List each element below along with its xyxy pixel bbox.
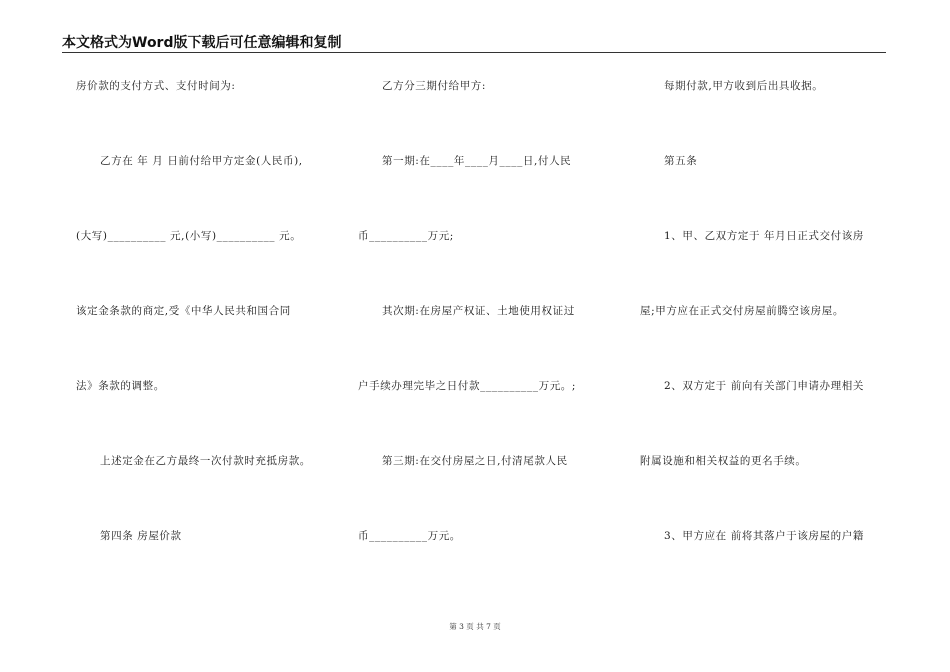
- body-line: 每期付款,甲方收到后出具收据。: [664, 80, 824, 92]
- body-line: 附属设施和相关权益的更名手续。: [640, 455, 807, 467]
- body-line: 币__________万元。: [358, 530, 461, 542]
- body-line: 第五条: [664, 155, 698, 167]
- body-line: 第三期:在交付房屋之日,付清尾款人民: [382, 455, 568, 467]
- body-line: 房价款的支付方式、支付时间为:: [76, 80, 236, 92]
- body-line: 屋;甲方应在正式交付房屋前腾空该房屋。: [640, 305, 844, 317]
- body-line: 2、双方定于 前向有关部门申请办理相关: [664, 380, 864, 392]
- header-title: 本文格式为Word版下载后可任意编辑和复制: [62, 35, 342, 51]
- body-line: 第四条 房屋价款: [100, 530, 182, 542]
- body-line: 法》条款的调整。: [76, 380, 165, 392]
- page-number: 第 3 页 共 7 页: [449, 622, 501, 631]
- body-line: 户手续办理完毕之日付款__________万元。;: [358, 380, 577, 392]
- header-divider: [62, 52, 886, 53]
- body-line: 币__________万元;: [358, 230, 454, 242]
- body-line: (大写)__________ 元,(小写)__________ 元。: [76, 230, 302, 242]
- body-line: 乙方在 年 月 日前付给甲方定金(人民币),: [100, 155, 303, 167]
- body-line: 第一期:在____年____月____日,付人民: [382, 155, 572, 167]
- body-line: 上述定金在乙方最终一次付款时充抵房款。: [100, 455, 311, 467]
- body-line: 乙方分三期付给甲方:: [382, 80, 487, 92]
- body-line: 其次期:在房屋产权证、土地使用权证过: [382, 305, 575, 317]
- body-line: 该定金条款的商定,受《中华人民共和国合同: [76, 305, 291, 317]
- body-line: 3、甲方应在 前将其落户于该房屋的户籍: [664, 530, 864, 542]
- body-line: 1、甲、乙双方定于 年月日正式交付该房: [664, 230, 864, 242]
